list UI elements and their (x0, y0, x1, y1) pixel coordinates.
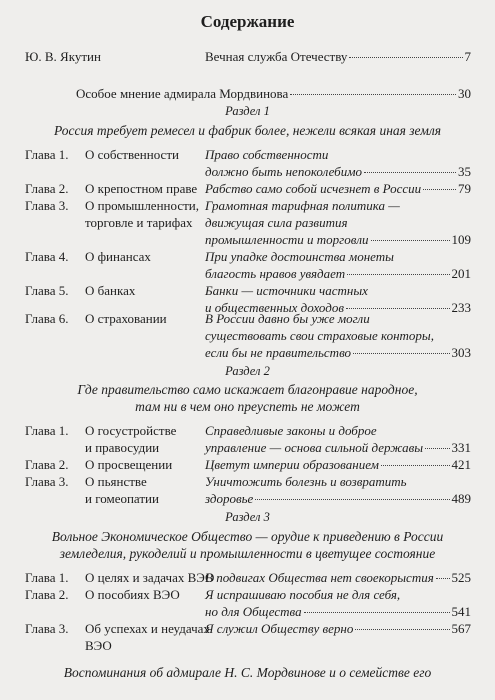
section-heading: Вольное Экономическое Общество — орудие к приведению в России (51, 529, 444, 544)
dot-leader (371, 240, 450, 241)
section-label: Раздел 3 (225, 510, 270, 524)
chapter-page: 79 (458, 181, 471, 196)
chapter-quote: Я служил Обществу верно (205, 621, 354, 636)
chapter-page: 201 (451, 266, 471, 281)
chapter-quote: Уничтожить болезнь и возвратить (205, 474, 407, 489)
dot-leader (425, 448, 449, 449)
chapter-quote-line (205, 456, 471, 473)
chapter-title: О целях и задачах ВЭО (85, 570, 215, 585)
chapter-quote: Банки — источники частных (205, 283, 368, 298)
dot-leader (353, 353, 449, 354)
chapter-page: 525 (451, 570, 471, 585)
chapter-number: Глава 6. (25, 311, 69, 326)
dot-leader (255, 499, 449, 500)
chapter-title: О госустройстве (85, 423, 177, 438)
dot-leader (381, 465, 450, 466)
section-heading: земледелия, рукоделий и промышленности в цветущее состояние (59, 546, 436, 561)
chapter-quote: управление — основа сильной державы (205, 440, 424, 455)
chapter-quote-line (205, 180, 471, 197)
chapter-title: О финансах (85, 249, 151, 264)
chapter-quote-line (205, 163, 471, 180)
dot-leader (346, 308, 450, 309)
chapter-title: торговле и тарифах (85, 215, 193, 230)
chapter-quote: здоровье (205, 491, 254, 506)
main-entry (76, 85, 471, 102)
dot-leader (290, 94, 456, 95)
chapter-quote: если бы не правительство (205, 345, 352, 360)
chapter-number: Глава 2. (25, 181, 69, 196)
chapter-quote: В России давно бы уже могли (205, 311, 370, 326)
chapter-title: О промышленности, (85, 198, 199, 213)
chapter-title: О крепостном праве (85, 181, 198, 196)
chapter-quote: Цветут империи образованием (205, 457, 379, 472)
chapter-quote: Рабство само собой исчезнет в России (205, 181, 422, 196)
chapter-number: Глава 3. (25, 621, 69, 636)
intro-author: Ю. В. Якутин (25, 49, 101, 64)
chapter-page: 567 (451, 621, 471, 636)
chapter-page: 541 (451, 604, 471, 619)
chapter-quote: промышленности и торговли (205, 232, 369, 247)
chapter-number: Глава 2. (25, 457, 69, 472)
chapter-number: Глава 3. (25, 198, 69, 213)
chapter-quote: В подвигах Общества нет своекорыстия (205, 570, 434, 585)
dot-leader (349, 57, 462, 58)
main-entry-title: Особое мнение адмирала Мордвинова (76, 86, 289, 101)
chapter-title: О страховании (85, 311, 167, 326)
chapter-quote: и общественных доходов (205, 300, 344, 315)
chapter-quote: должно быть непоколебимо (205, 164, 363, 179)
section-heading: Россия требует ремесел и фабрик более, нежели всякая иная земля (53, 123, 441, 138)
chapter-title: и гомеопатии (85, 491, 159, 506)
chapter-quote-line (205, 603, 471, 620)
chapter-page: 109 (451, 232, 471, 247)
chapter-quote: Я испрашиваю пособия не для себя, (205, 587, 401, 602)
section-heading: там ни в чем оно преуспеть не может (135, 399, 360, 414)
page-title: Содержание (200, 12, 295, 31)
chapter-quote-line (205, 439, 471, 456)
chapter-number: Глава 1. (25, 570, 69, 585)
chapter-number: Глава 4. (25, 249, 69, 264)
chapter-page: 303 (451, 345, 471, 360)
dot-leader (364, 172, 456, 173)
chapter-quote: движущая сила развития (205, 215, 348, 230)
chapter-title: О пособиях ВЭО (85, 587, 180, 602)
chapter-number: Глава 1. (25, 147, 69, 162)
dot-leader (347, 274, 449, 275)
intro-article: Вечная служба Отечеству (205, 49, 348, 64)
chapter-page: 489 (451, 491, 471, 506)
chapter-title: О собственности (85, 147, 179, 162)
chapter-quote-line (205, 344, 471, 361)
chapter-quote: Справедливые законы и доброе (205, 423, 377, 438)
dot-leader (436, 578, 450, 579)
section-label: Раздел 1 (225, 104, 270, 118)
chapter-number: Глава 1. (25, 423, 69, 438)
chapter-quote: Грамотная тарифная политика — (205, 198, 400, 213)
chapter-title: О просвещении (85, 457, 173, 472)
chapter-page: 35 (458, 164, 471, 179)
section-label: Раздел 2 (225, 364, 270, 378)
main-entry-page: 30 (458, 86, 471, 101)
chapter-page: 233 (451, 300, 471, 315)
chapter-page: 331 (451, 440, 471, 455)
chapter-page: 421 (451, 457, 471, 472)
dot-leader (355, 629, 449, 630)
chapter-title: О банках (85, 283, 136, 298)
chapter-quote-line (205, 490, 471, 507)
dot-leader (304, 612, 450, 613)
chapter-quote: Право собственности (205, 147, 329, 162)
chapter-number: Глава 2. (25, 587, 69, 602)
chapter-quote-line (205, 569, 471, 586)
chapter-quote-line (205, 620, 471, 637)
chapter-quote: благость нравов увядает (205, 266, 346, 281)
chapter-quote: При упадке достоинства монеты (205, 249, 394, 264)
chapter-number: Глава 5. (25, 283, 69, 298)
chapter-quote: существовать свои страховые конторы, (205, 328, 434, 343)
intro-entry (205, 48, 471, 65)
chapter-title: и правосудии (85, 440, 160, 455)
intro-page: 7 (464, 49, 471, 64)
section-heading: Где правительство само искажает благонравие народное, (77, 382, 418, 397)
chapter-quote-line (205, 265, 471, 282)
dot-leader (423, 189, 456, 190)
closing-entry: Воспоминания об адмирале Н. С. Мордвинове и о семействе его (63, 665, 432, 680)
chapter-title: Об успехах и неудачах (85, 621, 210, 636)
chapter-number: Глава 3. (25, 474, 69, 489)
chapter-title: ВЭО (85, 638, 112, 653)
chapter-quote: но для Общества (205, 604, 302, 619)
chapter-title: О пьянстве (85, 474, 147, 489)
chapter-quote-line (205, 231, 471, 248)
